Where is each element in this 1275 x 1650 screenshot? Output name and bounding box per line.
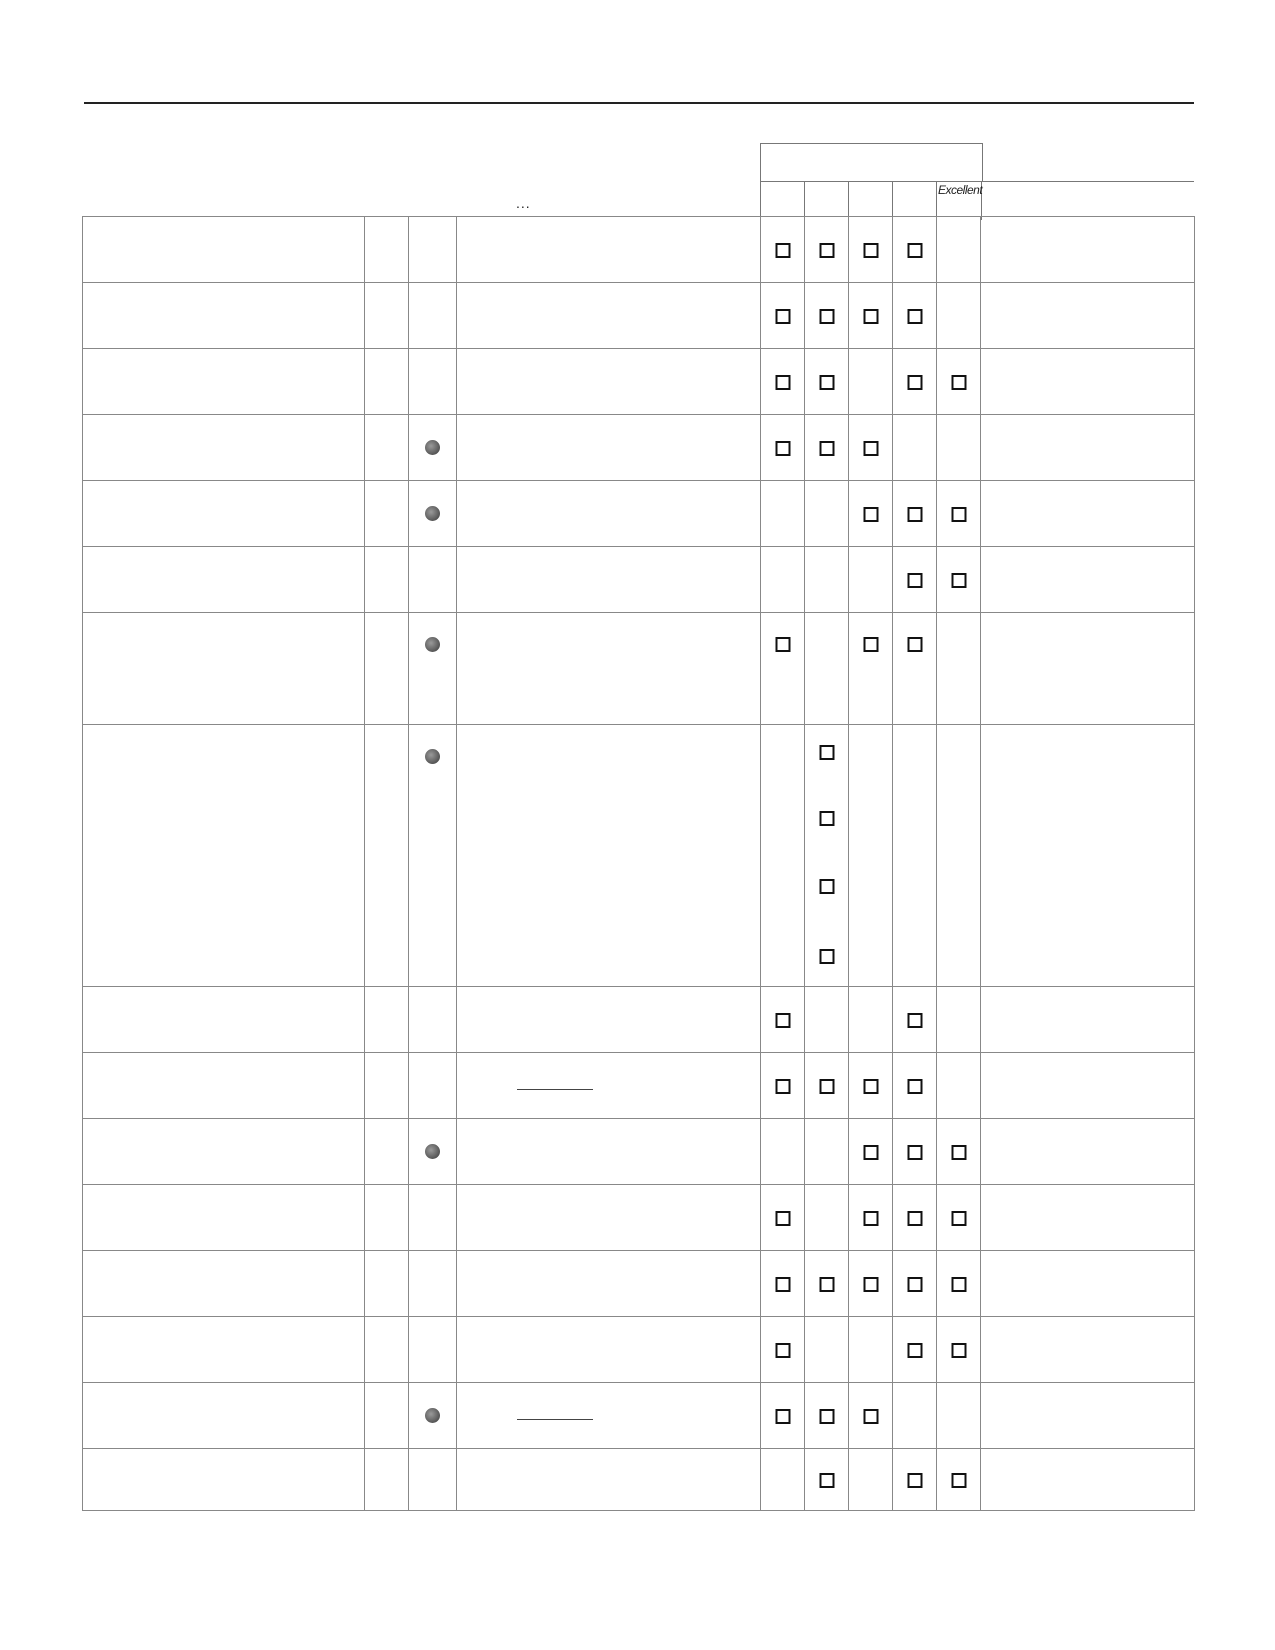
rating-cell-2: [805, 1317, 849, 1383]
comments-cell: [981, 283, 1195, 349]
comments-cell: [981, 349, 1195, 415]
description-cell: [457, 1251, 761, 1317]
description-cell: [457, 1317, 761, 1383]
indicator-cell: [409, 217, 457, 283]
rating-cell-5: [937, 415, 981, 481]
item-cell: [83, 1053, 365, 1119]
rating-cell-3: [849, 283, 893, 349]
rating-cell-4: [893, 987, 937, 1053]
code-cell: [365, 1317, 409, 1383]
description-cell: [457, 349, 761, 415]
rating-cell-5: [937, 283, 981, 349]
rating-cell-1: [761, 725, 805, 987]
filled-dot-icon: [425, 1408, 440, 1423]
indicator-cell: [409, 1251, 457, 1317]
rating-cell-2: [805, 217, 849, 283]
rating-checkbox[interactable]: [907, 1473, 922, 1488]
comments-cell: [981, 1185, 1195, 1251]
comments-cell: [981, 415, 1195, 481]
rating-checkbox[interactable]: [951, 1145, 966, 1160]
rating-checkbox[interactable]: [775, 1079, 790, 1094]
rating-checkbox[interactable]: [775, 637, 790, 652]
item-cell: [83, 1119, 365, 1185]
rating-cell-3: [849, 1053, 893, 1119]
code-cell: [365, 349, 409, 415]
rating-checkbox[interactable]: [775, 1277, 790, 1292]
rating-checkbox[interactable]: [863, 441, 878, 456]
rating-cell-1: [761, 217, 805, 283]
rating-cell-3: [849, 1449, 893, 1511]
description-cell: [457, 547, 761, 613]
indicator-cell: [409, 1383, 457, 1449]
code-cell: [365, 987, 409, 1053]
description-cell: [457, 481, 761, 547]
rating-checkbox[interactable]: [819, 375, 834, 390]
comments-cell: [981, 613, 1195, 725]
item-cell: [83, 987, 365, 1053]
rating-cell-4: [893, 415, 937, 481]
header-ellipsis: ...: [516, 195, 531, 211]
rating-cell-2: [805, 481, 849, 547]
table-row: [83, 481, 1195, 547]
rating-group-header: [760, 143, 983, 182]
table-row: [83, 1251, 1195, 1317]
rating-checkbox[interactable]: [863, 309, 878, 324]
rating-cell-5: [937, 217, 981, 283]
rating-cell-4: [893, 1317, 937, 1383]
comments-cell: [981, 1383, 1195, 1449]
rating-checkbox[interactable]: [819, 1473, 834, 1488]
comments-cell: [981, 1119, 1195, 1185]
code-cell: [365, 1119, 409, 1185]
rating-checkbox[interactable]: [775, 1409, 790, 1424]
rating-checkbox[interactable]: [819, 745, 834, 760]
rating-checkbox[interactable]: [819, 243, 834, 258]
code-cell: [365, 1449, 409, 1511]
rating-cell-4: [893, 1053, 937, 1119]
rating-checkbox[interactable]: [951, 1343, 966, 1358]
indicator-cell: [409, 1119, 457, 1185]
filled-dot-icon: [425, 637, 440, 652]
rating-cell-5: [937, 725, 981, 987]
rating-cell-2: [805, 283, 849, 349]
filled-dot-icon: [425, 1144, 440, 1159]
comments-cell: [981, 987, 1195, 1053]
rating-cell-2: [805, 1383, 849, 1449]
rating-cell-1: [761, 987, 805, 1053]
table-row: [83, 349, 1195, 415]
rating-cell-3: [849, 217, 893, 283]
rating-cell-1: [761, 283, 805, 349]
description-cell: [457, 725, 761, 987]
item-cell: [83, 547, 365, 613]
rating-cell-2: [805, 725, 849, 987]
indicator-cell: [409, 1449, 457, 1511]
rating-cell-1: [761, 415, 805, 481]
rating-cell-2: [805, 415, 849, 481]
rating-header-3: [848, 182, 893, 220]
rating-cell-4: [893, 349, 937, 415]
rating-cell-5: [937, 987, 981, 1053]
item-cell: [83, 1317, 365, 1383]
rating-checkbox[interactable]: [863, 1145, 878, 1160]
rating-header-4: [892, 182, 937, 220]
fill-in-blank-line: [517, 1419, 593, 1420]
rating-checkbox[interactable]: [951, 375, 966, 390]
rating-cell-1: [761, 1251, 805, 1317]
code-cell: [365, 1053, 409, 1119]
rating-checkbox[interactable]: [775, 309, 790, 324]
rating-checkbox[interactable]: [907, 573, 922, 588]
item-cell: [83, 349, 365, 415]
table-row: [83, 1449, 1195, 1511]
rating-cell-3: [849, 1251, 893, 1317]
rating-cell-3: [849, 349, 893, 415]
rating-checkbox[interactable]: [951, 573, 966, 588]
code-cell: [365, 1383, 409, 1449]
item-cell: [83, 725, 365, 987]
description-cell: [457, 1449, 761, 1511]
header-rule: [84, 102, 1194, 104]
rating-checkbox[interactable]: [775, 441, 790, 456]
rating-cell-4: [893, 1185, 937, 1251]
rating-cell-2: [805, 1449, 849, 1511]
rating-cell-4: [893, 1251, 937, 1317]
comments-cell: [981, 725, 1195, 987]
rating-cell-1: [761, 1185, 805, 1251]
rating-checkbox[interactable]: [907, 1013, 922, 1028]
table-row: [83, 613, 1195, 725]
rating-checkbox[interactable]: [951, 507, 966, 522]
table-row: [83, 415, 1195, 481]
rating-checkbox[interactable]: [863, 243, 878, 258]
comments-cell: [981, 1317, 1195, 1383]
rating-cell-1: [761, 613, 805, 725]
rating-checkbox[interactable]: [907, 243, 922, 258]
rating-cell-4: [893, 217, 937, 283]
table-row: [83, 725, 1195, 987]
rating-checkbox[interactable]: [951, 1473, 966, 1488]
rating-cell-4: [893, 1119, 937, 1185]
rating-checkbox[interactable]: [907, 1277, 922, 1292]
table-row: [83, 1119, 1195, 1185]
comments-cell: [981, 481, 1195, 547]
rating-cell-3: [849, 1119, 893, 1185]
rating-checkbox[interactable]: [819, 309, 834, 324]
item-cell: [83, 481, 365, 547]
rating-cell-2: [805, 349, 849, 415]
rating-cell-3: [849, 481, 893, 547]
item-cell: [83, 1185, 365, 1251]
rating-cell-3: [849, 547, 893, 613]
rating-header-excellent-label: Excellent: [938, 183, 983, 197]
table-row: [83, 1317, 1195, 1383]
rating-checkbox[interactable]: [819, 811, 834, 826]
rating-cell-4: [893, 1383, 937, 1449]
indicator-cell: [409, 725, 457, 987]
item-cell: [83, 217, 365, 283]
rating-checkbox[interactable]: [863, 1079, 878, 1094]
rating-cell-2: [805, 987, 849, 1053]
indicator-cell: [409, 1053, 457, 1119]
code-cell: [365, 725, 409, 987]
rating-cell-1: [761, 1449, 805, 1511]
item-cell: [83, 415, 365, 481]
rating-cell-5: [937, 613, 981, 725]
rating-cell-4: [893, 1449, 937, 1511]
rating-cell-5: [937, 1053, 981, 1119]
rating-cell-4: [893, 283, 937, 349]
code-cell: [365, 1251, 409, 1317]
rating-checkbox[interactable]: [819, 441, 834, 456]
code-cell: [365, 217, 409, 283]
rating-cell-2: [805, 613, 849, 725]
filled-dot-icon: [425, 506, 440, 521]
description-cell: [457, 415, 761, 481]
indicator-cell: [409, 283, 457, 349]
rating-cell-3: [849, 725, 893, 987]
rating-cell-1: [761, 1119, 805, 1185]
item-cell: [83, 283, 365, 349]
rating-checkbox[interactable]: [819, 879, 834, 894]
table-row: [83, 1185, 1195, 1251]
rating-cell-4: [893, 481, 937, 547]
rating-cell-1: [761, 481, 805, 547]
table-row: [83, 283, 1195, 349]
rating-cell-5: [937, 547, 981, 613]
rating-checkbox[interactable]: [907, 309, 922, 324]
indicator-cell: [409, 481, 457, 547]
comments-cell: [981, 1449, 1195, 1511]
item-cell: [83, 1251, 365, 1317]
rating-cell-5: [937, 349, 981, 415]
filled-dot-icon: [425, 440, 440, 455]
rating-cell-4: [893, 613, 937, 725]
item-cell: [83, 1449, 365, 1511]
rating-checkbox[interactable]: [951, 1211, 966, 1226]
comments-cell: [981, 1053, 1195, 1119]
rating-checkbox[interactable]: [775, 375, 790, 390]
rating-checkbox[interactable]: [819, 949, 834, 964]
rating-cell-3: [849, 987, 893, 1053]
code-cell: [365, 415, 409, 481]
indicator-cell: [409, 1185, 457, 1251]
rating-cell-2: [805, 1185, 849, 1251]
rating-header-1: [760, 182, 805, 220]
rating-cell-5: [937, 1185, 981, 1251]
description-cell: [457, 1053, 761, 1119]
evaluation-table: [82, 216, 1195, 1511]
table-row: [83, 217, 1195, 283]
rating-cell-1: [761, 1317, 805, 1383]
indicator-cell: [409, 987, 457, 1053]
rating-cell-5: [937, 1449, 981, 1511]
description-cell: [457, 217, 761, 283]
description-cell: [457, 1185, 761, 1251]
rating-checkbox[interactable]: [907, 1343, 922, 1358]
description-cell: [457, 1119, 761, 1185]
rating-checkbox[interactable]: [951, 1277, 966, 1292]
description-cell: [457, 987, 761, 1053]
rating-checkbox[interactable]: [775, 1343, 790, 1358]
comments-cell: [981, 547, 1195, 613]
rating-checkbox[interactable]: [819, 1079, 834, 1094]
rating-checkbox[interactable]: [775, 243, 790, 258]
filled-dot-icon: [425, 749, 440, 764]
code-cell: [365, 547, 409, 613]
rating-cell-3: [849, 1383, 893, 1449]
rating-cell-1: [761, 547, 805, 613]
rating-cell-3: [849, 415, 893, 481]
rating-cell-3: [849, 613, 893, 725]
rating-checkbox[interactable]: [863, 637, 878, 652]
rating-checkbox[interactable]: [907, 1145, 922, 1160]
rating-cell-5: [937, 1251, 981, 1317]
rating-checkbox[interactable]: [907, 1211, 922, 1226]
code-cell: [365, 481, 409, 547]
indicator-cell: [409, 349, 457, 415]
description-cell: [457, 613, 761, 725]
rating-checkbox[interactable]: [775, 1211, 790, 1226]
rating-cell-4: [893, 725, 937, 987]
rating-cell-2: [805, 1053, 849, 1119]
indicator-cell: [409, 547, 457, 613]
table-row: [83, 1053, 1195, 1119]
rating-checkbox[interactable]: [863, 507, 878, 522]
rating-cell-5: [937, 1119, 981, 1185]
rating-cell-2: [805, 547, 849, 613]
rating-checkbox[interactable]: [863, 1277, 878, 1292]
rating-cell-2: [805, 1119, 849, 1185]
indicator-cell: [409, 613, 457, 725]
indicator-cell: [409, 415, 457, 481]
table-row: [83, 987, 1195, 1053]
indicator-cell: [409, 1317, 457, 1383]
rating-checkbox[interactable]: [907, 1079, 922, 1094]
rating-checkbox[interactable]: [775, 1013, 790, 1028]
rating-cell-4: [893, 547, 937, 613]
rating-cell-2: [805, 1251, 849, 1317]
rating-cell-1: [761, 1053, 805, 1119]
comments-cell: [981, 217, 1195, 283]
rating-cell-5: [937, 1317, 981, 1383]
rating-checkbox[interactable]: [863, 1211, 878, 1226]
rating-checkbox[interactable]: [907, 375, 922, 390]
description-cell: [457, 283, 761, 349]
description-cell: [457, 1383, 761, 1449]
item-cell: [83, 613, 365, 725]
code-cell: [365, 1185, 409, 1251]
table-row: [83, 1383, 1195, 1449]
code-cell: [365, 613, 409, 725]
rating-cell-5: [937, 1383, 981, 1449]
code-cell: [365, 283, 409, 349]
rating-checkbox[interactable]: [819, 1409, 834, 1424]
rating-checkbox[interactable]: [907, 507, 922, 522]
rating-checkbox[interactable]: [819, 1277, 834, 1292]
rating-header-2: [804, 182, 849, 220]
rating-checkbox[interactable]: [907, 637, 922, 652]
comments-cell: [981, 1251, 1195, 1317]
rating-cell-5: [937, 481, 981, 547]
rating-cell-1: [761, 349, 805, 415]
fill-in-blank-line: [517, 1089, 593, 1090]
table-row: [83, 547, 1195, 613]
rating-cell-1: [761, 1383, 805, 1449]
rating-checkbox[interactable]: [863, 1409, 878, 1424]
rating-cell-3: [849, 1317, 893, 1383]
rating-cell-3: [849, 1185, 893, 1251]
item-cell: [83, 1383, 365, 1449]
